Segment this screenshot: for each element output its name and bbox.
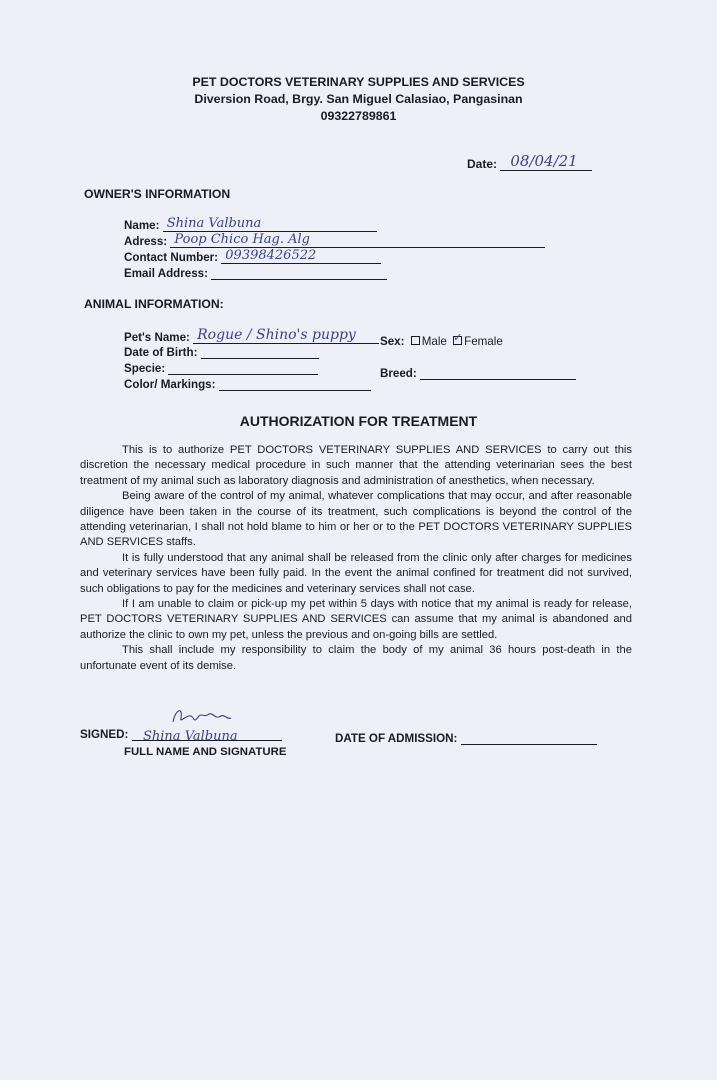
dob-line[interactable] xyxy=(201,345,319,359)
letterhead xyxy=(0,74,717,125)
owner-name-line[interactable] xyxy=(163,218,377,232)
breed-line[interactable] xyxy=(420,366,576,380)
authorization-paragraph: This shall include my responsibility to claim the body of my animal 36 hours post-death in the unfortunate event of its demise. xyxy=(80,644,632,672)
owner-address-value: Poop Chico Hag. Alg xyxy=(174,232,310,247)
pet-name-value: Rogue / Shino's puppy xyxy=(197,327,356,343)
business-phone: 09322789861 xyxy=(320,109,397,123)
date-of-admission-line[interactable] xyxy=(461,732,597,745)
sex-male-label: Male xyxy=(421,335,447,348)
sex-field xyxy=(380,332,503,348)
authorization-paragraph: This is to authorize PET DOCTORS VETERINARY SUPPLIES AND SERVICES to carry out this discretion the necessary medical procedure in such manner that the attending veterinarian sees the best treatment of my animal such as laboratory diagnosis and administration of anesthetics, when necessary. xyxy=(80,444,632,487)
owner-email-label: Email Address: xyxy=(124,267,208,280)
authorization-title: AUTHORIZATION FOR TREATMENT xyxy=(239,413,478,429)
specie-line[interactable] xyxy=(168,361,318,375)
color-label: Color/ Markings: xyxy=(124,378,216,391)
color-field xyxy=(124,377,371,391)
owner-name-field xyxy=(124,218,377,232)
sex-female-checkbox[interactable] xyxy=(453,332,463,345)
authorization-paragraph: If I am unable to claim or pick-up my pet within 5 days with notice that my animal is ready for release, PET DOCTORS VETERINARY SUPPLIES AND SERVICES can assume that my animal is abandoned and authorize the clinic to own my pet, unless the previous and on-going bills are settled. xyxy=(80,598,632,641)
owner-contact-field xyxy=(124,250,381,264)
pet-name-line[interactable] xyxy=(193,327,379,344)
breed-label: Breed: xyxy=(380,367,417,380)
date-value: 08/04/21 xyxy=(510,152,578,170)
signature-caption: FULL NAME AND SIGNATURE xyxy=(124,746,287,758)
dob-label: Date of Birth: xyxy=(124,346,198,359)
pet-name-label: Pet's Name: xyxy=(124,331,190,344)
owner-address-field xyxy=(124,234,545,248)
authorization-paragraph: Being aware of the control of my animal, whatever complications that may occur, and after reasonable diligence have been taken in the course of its treatment, such complications is beyond the control of the attending veterinarian, I shall not hold blame to him or her or to the PET DOCTORS VETERINARY SUPPLIES AND SERVICES staffs. xyxy=(80,490,632,549)
owner-contact-line[interactable] xyxy=(221,250,381,264)
signed-label: SIGNED: xyxy=(80,728,129,741)
owner-section-title: OWNER'S INFORMATION xyxy=(84,187,231,201)
owner-address-label: Adress: xyxy=(124,235,168,248)
owner-contact-value: 09398426522 xyxy=(225,248,317,263)
animal-section-title: ANIMAL INFORMATION: xyxy=(84,297,224,311)
owner-name-label: Name: xyxy=(124,219,160,232)
date-label: Date: xyxy=(467,157,498,171)
date-field xyxy=(467,152,592,171)
date-of-admission-field xyxy=(335,732,597,745)
sex-label: Sex: xyxy=(380,335,405,348)
business-name: PET DOCTORS VETERINARY SUPPLIES AND SERVICES xyxy=(192,75,525,89)
pet-name-field xyxy=(124,327,379,344)
signature-text: Shina Valbuna xyxy=(143,729,238,744)
signed-field xyxy=(80,728,282,741)
signature-line[interactable] xyxy=(132,728,282,741)
authorization-paragraph: It is fully understood that any animal shall be released from the clinic only after charges for medicines and veterinary services have been fully paid. In the event the animal confined for treatment did not survived, such obligations to pay for the medicines and veterinary services shall not case. xyxy=(80,551,632,595)
breed-field xyxy=(380,366,576,380)
date-line[interactable] xyxy=(500,152,592,171)
sex-male-checkbox[interactable] xyxy=(411,336,420,345)
authorization-body xyxy=(80,443,632,674)
sex-female-label: Female xyxy=(464,335,503,348)
owner-name-value: Shina Valbuna xyxy=(166,216,262,231)
date-of-admission-label: DATE OF ADMISSION: xyxy=(335,732,458,745)
specie-label: Specie: xyxy=(124,362,166,375)
owner-email-line[interactable] xyxy=(211,266,387,280)
owner-address-line[interactable] xyxy=(170,234,545,248)
checkmark-icon: ✓ xyxy=(453,332,463,345)
color-line[interactable] xyxy=(219,377,371,391)
business-address: Diversion Road, Brgy. San Miguel Calasiao, Pangasinan xyxy=(194,92,523,106)
specie-field xyxy=(124,361,318,375)
owner-email-field xyxy=(124,266,387,280)
dob-field xyxy=(124,345,319,359)
owner-contact-label: Contact Number: xyxy=(124,251,219,264)
